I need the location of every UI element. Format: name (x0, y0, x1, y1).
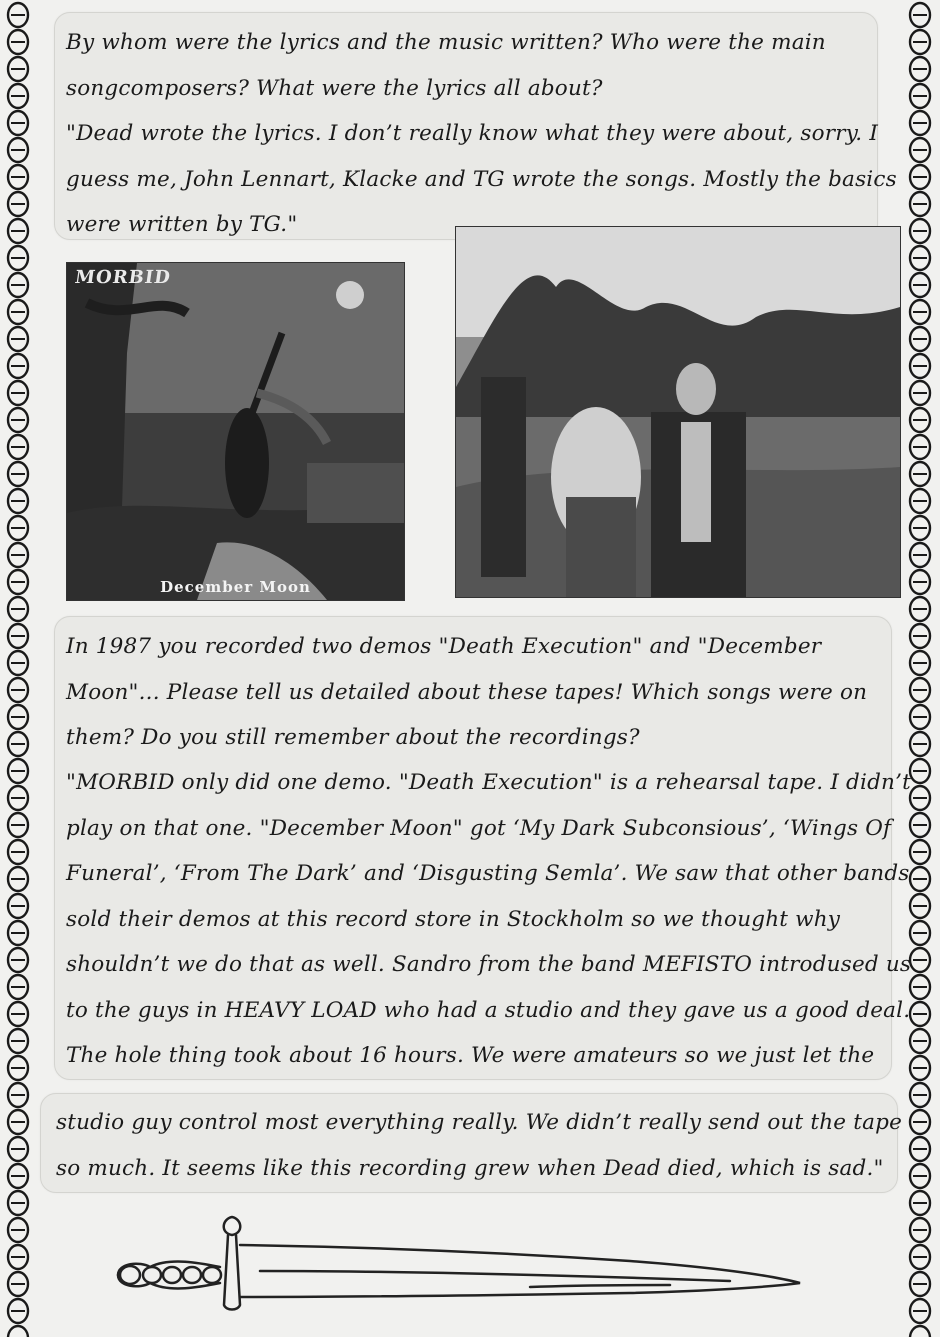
right-chain-border (904, 0, 936, 1337)
album-cover-december-moon (66, 262, 405, 601)
answer-demos: "MORBID only did one demo. "Death Execution" is a rehearsal tape. I didn’t play on that one. "December Moon" got ‘My Dark Subconsious’, ‘Wings Of Funeral’, ‘From The Dark’ and ‘Disgusting Semla’. We saw that other bands sold their demos at this record store in Stockholm so we thought why shouldn’t we do that as well. Sandro from the band MEFISTO introdused us to the guys in HEAVY LOAD who had a studio and they gave us a good deal. The hole thing took about 16 hours. We were amateurs so we just let the (66, 770, 912, 1068)
answer-demos-continued: studio guy control most everything really. We didn’t really send out the tape so much. It seems like this recording grew when Dead died, which is sad." (56, 1110, 902, 1181)
chain-link-icon (910, 1326, 930, 1337)
answer-lyrics-music: "Dead wrote the lyrics. I don’t really know what they were about, sorry. I guess me, John Lennart, Klacke and TG wrote the songs. Mostly the basics were written by TG." (66, 121, 897, 237)
left-chain-border (2, 0, 34, 1337)
question-lyrics-music: By whom were the lyrics and the music written? Who were the main songcomposers? What were the lyrics all about? (66, 30, 826, 101)
band-photo (455, 226, 901, 598)
question-demos: In 1987 you recorded two demos "Death Execution" and "December Moon"... Please tell us detailed about these tapes! Which songs were on them? Do you still remember about the recordings? (66, 634, 868, 750)
sword-icon (110, 1205, 810, 1315)
album-title: December Moon (160, 578, 311, 596)
chain-link-icon (8, 1326, 28, 1337)
band-logo: MORBID (73, 267, 173, 288)
